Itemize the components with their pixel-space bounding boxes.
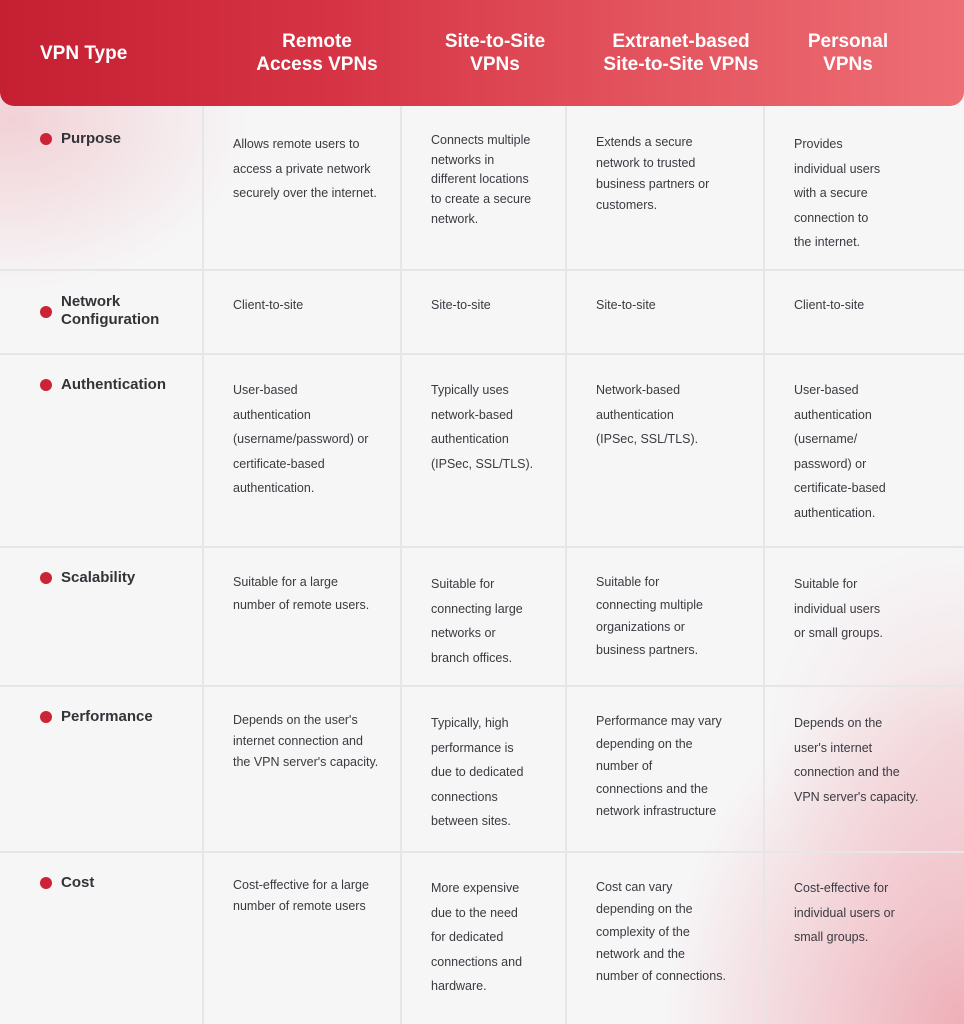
cell-network-extranet: Site-to-site [596,298,656,312]
row-divider [0,269,964,271]
cell-scalability-site: Suitable for connecting large networks or branch offices. [431,577,523,665]
cell-performance-site: Typically, high performance is due to dedicated connections between sites. [431,716,524,828]
row-label-performance: Performance [40,708,153,726]
cell-network-remote: Client-to-site [233,298,304,312]
cell-performance-personal: Depends on the user's internet connection and the VPN server's capacity. [794,716,919,804]
column-divider [202,106,204,1024]
header-extranet-vpns: Extranet-based Site-to-Site VPNs [603,31,759,75]
bullet-dot [40,711,52,723]
cell-network-personal: Client-to-site [794,298,865,312]
cell-scalability-personal: Suitable for individual users or small groups. [794,577,883,640]
row-label-network-configuration: Network Configuration [40,293,159,329]
cell-cost-extranet: Cost can vary depending on the complexity of the network and the number of connections. [596,880,726,984]
row-label-cost: Cost [40,874,94,892]
header-personal-vpns: Personal VPNs [807,31,889,75]
cell-scalability-remote: Suitable for a large number of remote users. [233,575,370,612]
cell-cost-site: More expensive due to the need for dedicated connections and hardware. [431,881,523,993]
cell-purpose-personal: Provides individual users with a secure connection to the internet. [794,137,881,249]
bullet-dot [40,877,52,889]
header-vpn-type: VPN Type [40,42,128,64]
cell-purpose-extranet: Extends a secure network to trusted business partners or customers. [596,135,710,212]
cell-cost-personal: Cost-effective for individual users or small groups. [794,881,895,944]
header-remote-access-vpns: Remote Access VPNs [256,31,378,75]
row-divider [0,685,964,687]
cell-purpose-site: Connects multiple networks in different locations to create a secure network. [431,133,532,226]
bullet-dot [40,572,52,584]
cell-purpose-remote: Allows remote users to access a private network securely over the internet. [233,137,377,200]
cell-scalability-extranet: Suitable for connecting multiple organizations or business partners. [596,575,704,657]
row-divider [0,353,964,355]
cell-auth-remote: User-based authentication (username/password) or certificate-based authentication. [233,383,369,495]
row-divider [0,851,964,853]
table-header [0,0,964,106]
cell-auth-extranet: Network-based authentication (IPSec, SSL/TLS). [596,383,699,446]
header-site-to-site-vpns: Site-to-Site VPNs [444,31,546,75]
cell-cost-remote: Cost-effective for a large number of remote users [233,878,369,913]
bullet-dot [40,379,52,391]
cell-network-site: Site-to-site [431,298,491,312]
cell-auth-site: Typically uses network-based authentication (IPSec, SSL/TLS). [431,383,534,471]
row-label-scalability: Scalability [40,569,135,587]
bullet-dot [40,133,52,145]
cell-performance-extranet: Performance may vary depending on the number of connections and the network infrastructure [596,714,722,818]
row-label-purpose: Purpose [40,130,121,148]
row-label-authentication: Authentication [40,376,166,394]
cell-performance-remote: Depends on the user's internet connection and the VPN server's capacity. [233,713,379,769]
bullet-dot [40,306,52,318]
column-divider [565,106,567,1024]
cell-auth-personal: User-based authentication (username/ password) or certificate-based authentication. [794,383,886,520]
row-divider [0,546,964,548]
